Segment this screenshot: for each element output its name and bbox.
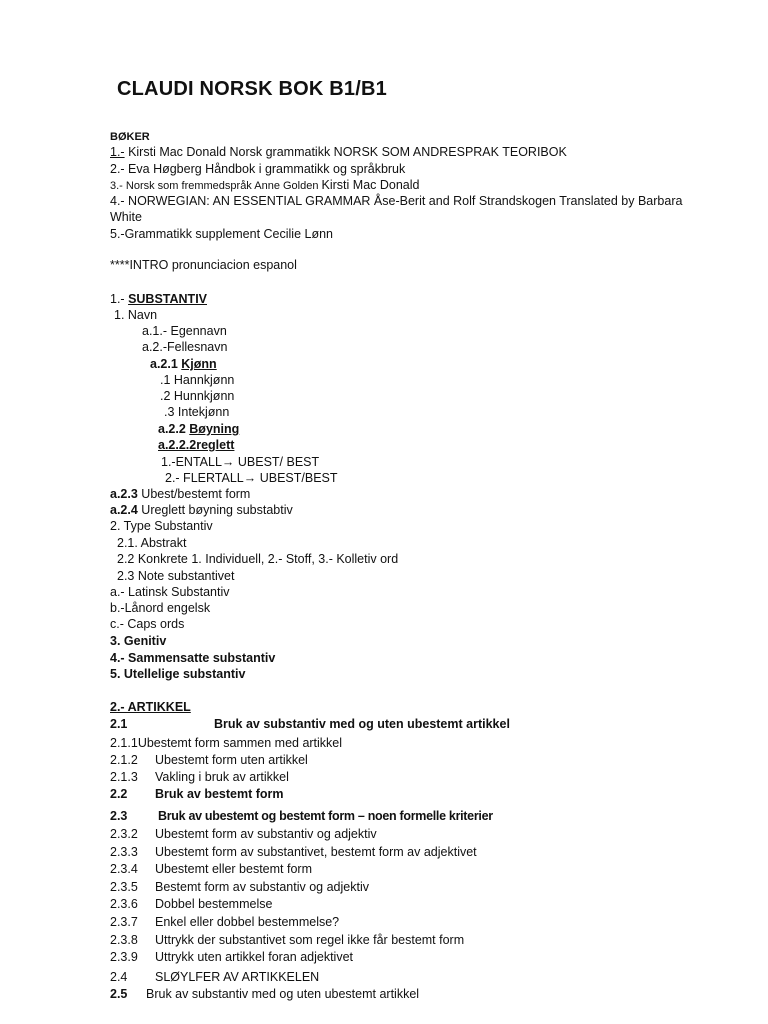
navn: 1. Navn	[114, 308, 158, 322]
ubest-number: a.2.3	[110, 487, 138, 501]
artikkel-row-text: Ubestemt eller bestemt form	[155, 862, 312, 876]
artikkel-row-text: SLØYLFER AV ARTIKKELEN	[155, 970, 320, 984]
artikkel-row-text: Bruk av bestemt form	[155, 787, 284, 801]
artikkel-row-number: 2.2	[110, 787, 128, 801]
artikkel-row-text: Bruk av ubestemt og bestemt form – noen formelle kriterier	[158, 809, 493, 823]
flertall: 2.- FLERTALL→ UBEST/BEST	[165, 471, 338, 485]
artikkel-row-text: Ubestemt form av substantivet, bestemt form av adjektivet	[155, 845, 477, 859]
document-title: CLAUDI NORSK BOK B1/B1	[117, 78, 387, 100]
books-heading: BØKER	[110, 131, 150, 143]
intro-line: ****INTRO pronunciacion espanol	[110, 258, 297, 272]
genitiv: 3. Genitiv	[110, 634, 167, 648]
ubest-text: Ubest/bestemt form	[137, 487, 251, 501]
hannkjonn: .1 Hannkjønn	[160, 373, 235, 387]
artikkel-row-text: Uttrykk der substantivet som regel ikke får bestemt form	[155, 933, 465, 947]
entall: 1.-ENTALL→ UBEST/ BEST	[161, 455, 320, 469]
artikkel-row-text: Vakling i bruk av artikkel	[155, 770, 289, 784]
book-4-line-2: White	[110, 210, 142, 224]
ureglett	[110, 503, 293, 518]
artikkel-row-number: 2.1.3	[110, 770, 138, 784]
ureglett-number: a.2.4	[110, 503, 138, 517]
section-1-heading	[110, 292, 207, 307]
artikkel-row-number: 2.3.9	[110, 950, 138, 964]
artikkel-row-text: Ubestemt form av substantiv og adjektiv	[155, 827, 377, 841]
artikkel-row-text: Bestemt form av substantiv og adjektiv	[155, 880, 369, 894]
artikkel-row-text: Ubestemt form sammen med artikkel	[137, 736, 343, 750]
book-1	[110, 145, 567, 160]
intekjonn: .3 Intekjønn	[164, 405, 230, 419]
section-1-number: 1.-	[110, 292, 129, 306]
artikkel-row-number: 2.4	[110, 970, 128, 984]
konkrete: 2.2 Konkrete 1. Individuell, 2.- Stoff, 3.- Kolletiv ord	[117, 552, 399, 566]
book-3	[110, 178, 419, 194]
book-1-number: 1.-	[110, 145, 125, 159]
ureglett-text: Ureglett bøyning substabtiv	[137, 503, 293, 517]
artikkel-row-number: 2.3.5	[110, 880, 138, 894]
artikkel-row-text: Enkel eller dobbel bestemmelse?	[155, 915, 340, 929]
artikkel-row-text: Uttrykk uten artikkel foran adjektivet	[155, 950, 353, 964]
artikkel-row-number: 2.5	[110, 987, 128, 1001]
artikkel-row-number: 2.3.2	[110, 827, 138, 841]
book-1-text: Kirsti Mac Donald Norsk grammatikk NORSK SOM ANDRESPRAK TEORIBOK	[124, 145, 567, 159]
boyning-number: a.2.2	[158, 422, 190, 436]
type-substantiv: 2. Type Substantiv	[110, 519, 213, 533]
hunnkjonn: .2 Hunnkjønn	[160, 389, 235, 403]
artikkel-row-text: Dobbel bestemmelse	[155, 897, 273, 911]
book-3-text: 3.- Norsk som fremmedspråk Anne Golden	[110, 180, 322, 192]
abstrakt: 2.1. Abstrakt	[117, 536, 187, 550]
sammensatte: 4.- Sammensatte substantiv	[110, 651, 276, 665]
egennavn: a.1.- Egennavn	[142, 324, 227, 338]
boyning-word: Bøyning	[189, 422, 240, 436]
fellesnavn: a.2.-Fellesnavn	[142, 340, 228, 354]
book-5: 5.-Grammatikk supplement Cecilie Lønn	[110, 227, 333, 241]
reglett: a.2.2.2reglett	[158, 438, 235, 452]
caps-ords: c.- Caps ords	[110, 617, 185, 631]
artikkel-row-number: 2.3.7	[110, 915, 138, 929]
artikkel-row-number: 2.3.8	[110, 933, 138, 947]
kjonn	[150, 357, 217, 372]
note-substantivet: 2.3 Note substantivet	[117, 569, 235, 583]
boyning	[158, 422, 239, 437]
artikkel-row-number: 2.3	[110, 809, 128, 823]
kjonn-number: a.2.1	[150, 357, 182, 371]
section-2-heading: 2.- ARTIKKEL	[110, 700, 191, 714]
artikkel-row-number: 2.3.4	[110, 862, 138, 876]
section-1-title: SUBSTANTIV	[128, 292, 207, 306]
artikkel-row-number: 2.3.6	[110, 897, 138, 911]
artikkel-row-text: Bruk av substantiv med og uten ubestemt artikkel	[146, 987, 420, 1001]
utellelige: 5. Utellelige substantiv	[110, 667, 246, 681]
kjonn-word: Kjønn	[181, 357, 217, 371]
artikkel-row-text: Ubestemt form uten artikkel	[155, 753, 308, 767]
artikkel-row-text: Bruk av substantiv med og uten ubestemt artikkel	[214, 717, 510, 731]
latinsk: a.- Latinsk Substantiv	[110, 585, 230, 599]
book-3-author: Kirsti Mac Donald	[321, 178, 420, 192]
artikkel-row-number: 2.1.1	[110, 736, 138, 750]
artikkel-row-number: 2.3.3	[110, 845, 138, 859]
artikkel-row-number: 2.1	[110, 717, 128, 731]
book-4-line-1: 4.- NORWEGIAN: AN ESSENTIAL GRAMMAR Åse-Berit and Rolf Strandskogen Translated by Barbara	[110, 194, 683, 208]
artikkel-row	[110, 717, 127, 732]
book-2: 2.- Eva Høgberg Håndbok i grammatikk og språkbruk	[110, 162, 406, 176]
ubest-bestemt	[110, 487, 250, 502]
lanord: b.-Lånord engelsk	[110, 601, 211, 615]
artikkel-row	[110, 736, 342, 751]
artikkel-row-number: 2.1.2	[110, 753, 138, 767]
